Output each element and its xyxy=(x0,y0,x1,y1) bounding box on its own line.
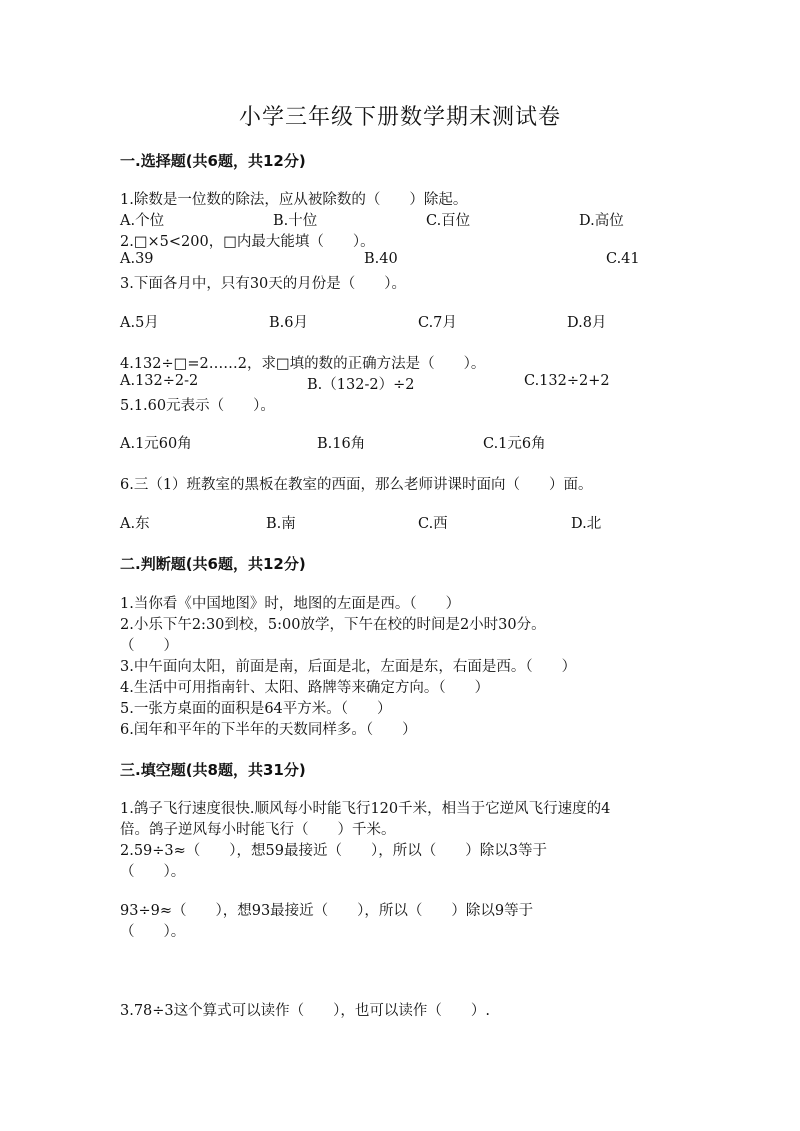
option: A.个位 xyxy=(120,213,165,229)
question-line: 3.78÷3这个算式可以读作（ ），也可以读作（ ）. xyxy=(120,1003,491,1019)
question-text: 6.三（1）班教室的黑板在教室的西面，那么老师讲课时面向（ ）面。 xyxy=(120,477,593,493)
option: C.7月 xyxy=(418,315,457,331)
question-line: （ ）。 xyxy=(120,924,186,940)
option: A.5月 xyxy=(120,315,159,331)
option: A.39 xyxy=(120,251,154,267)
option: B.16角 xyxy=(317,436,366,452)
statement-line: （ ） xyxy=(120,638,178,654)
statement-line: 4.生活中可用指南针、太阳、路牌等来确定方向。（ ） xyxy=(120,680,490,696)
option: B.（132-2）÷2 xyxy=(307,377,415,393)
question-text: 4.132÷□=2……2，求□填的数的正确方法是（ ）。 xyxy=(120,356,486,372)
question-line: 倍。鸽子逆风每小时能飞行（ ）千米。 xyxy=(120,822,396,838)
option: C.41 xyxy=(606,251,640,267)
question-text: 5.1.60元表示（ ）。 xyxy=(120,398,275,414)
option: C.百位 xyxy=(426,213,471,229)
option: B.40 xyxy=(364,251,398,267)
section-heading-choice: 一.选择题(共6题，共12分) xyxy=(120,152,306,170)
section-heading-true-false: 二.判断题(共6题，共12分) xyxy=(120,555,306,573)
option: A.东 xyxy=(120,516,150,532)
question-line: 93÷9≈（ ），想93最接近（ ），所以（ ）除以9等于 xyxy=(120,903,534,919)
question-text: 1.除数是一位数的除法，应从被除数的（ ）除起。 xyxy=(120,192,468,208)
question-line: 2.59÷3≈（ ），想59最接近（ ），所以（ ）除以3等于 xyxy=(120,843,547,859)
option: B.6月 xyxy=(269,315,308,331)
option: D.北 xyxy=(571,516,602,532)
option: D.高位 xyxy=(579,213,624,229)
statement-line: 1.当你看《中国地图》时，地图的左面是西。（ ） xyxy=(120,596,461,612)
option: C.西 xyxy=(418,516,448,532)
option: B.十位 xyxy=(273,213,318,229)
statement-line: 6.闰年和平年的下半年的天数同样多。（ ） xyxy=(120,722,417,738)
option: C.132÷2+2 xyxy=(524,373,610,389)
statement-line: 5.一张方桌面的面积是64平方米。（ ） xyxy=(120,701,392,717)
question-text: 3.下面各月中，只有30天的月份是（ ）。 xyxy=(120,276,407,292)
page-title: 小学三年级下册数学期末测试卷 xyxy=(238,105,561,130)
question-line: （ ）。 xyxy=(120,864,186,880)
section-heading-fill-blank: 三.填空题(共8题，共31分) xyxy=(120,761,306,779)
question-line: 1.鸽子飞行速度很快.顺风每小时能飞行120千米，相当于它逆风飞行速度的4 xyxy=(120,801,611,817)
statement-line: 3.中午面向太阳，前面是南，后面是北，左面是东，右面是西。（ ） xyxy=(120,659,577,675)
option: A.1元60角 xyxy=(120,436,192,452)
option: D.8月 xyxy=(567,315,607,331)
option: B.南 xyxy=(266,516,296,532)
question-text: 2.□×5<200，□内最大能填（ ）。 xyxy=(120,234,375,250)
statement-line: 2.小乐下午2:30到校，5:00放学，下午在校的时间是2小时30分。 xyxy=(120,617,546,633)
option: C.1元6角 xyxy=(483,436,546,452)
option: A.132÷2-2 xyxy=(120,373,199,389)
